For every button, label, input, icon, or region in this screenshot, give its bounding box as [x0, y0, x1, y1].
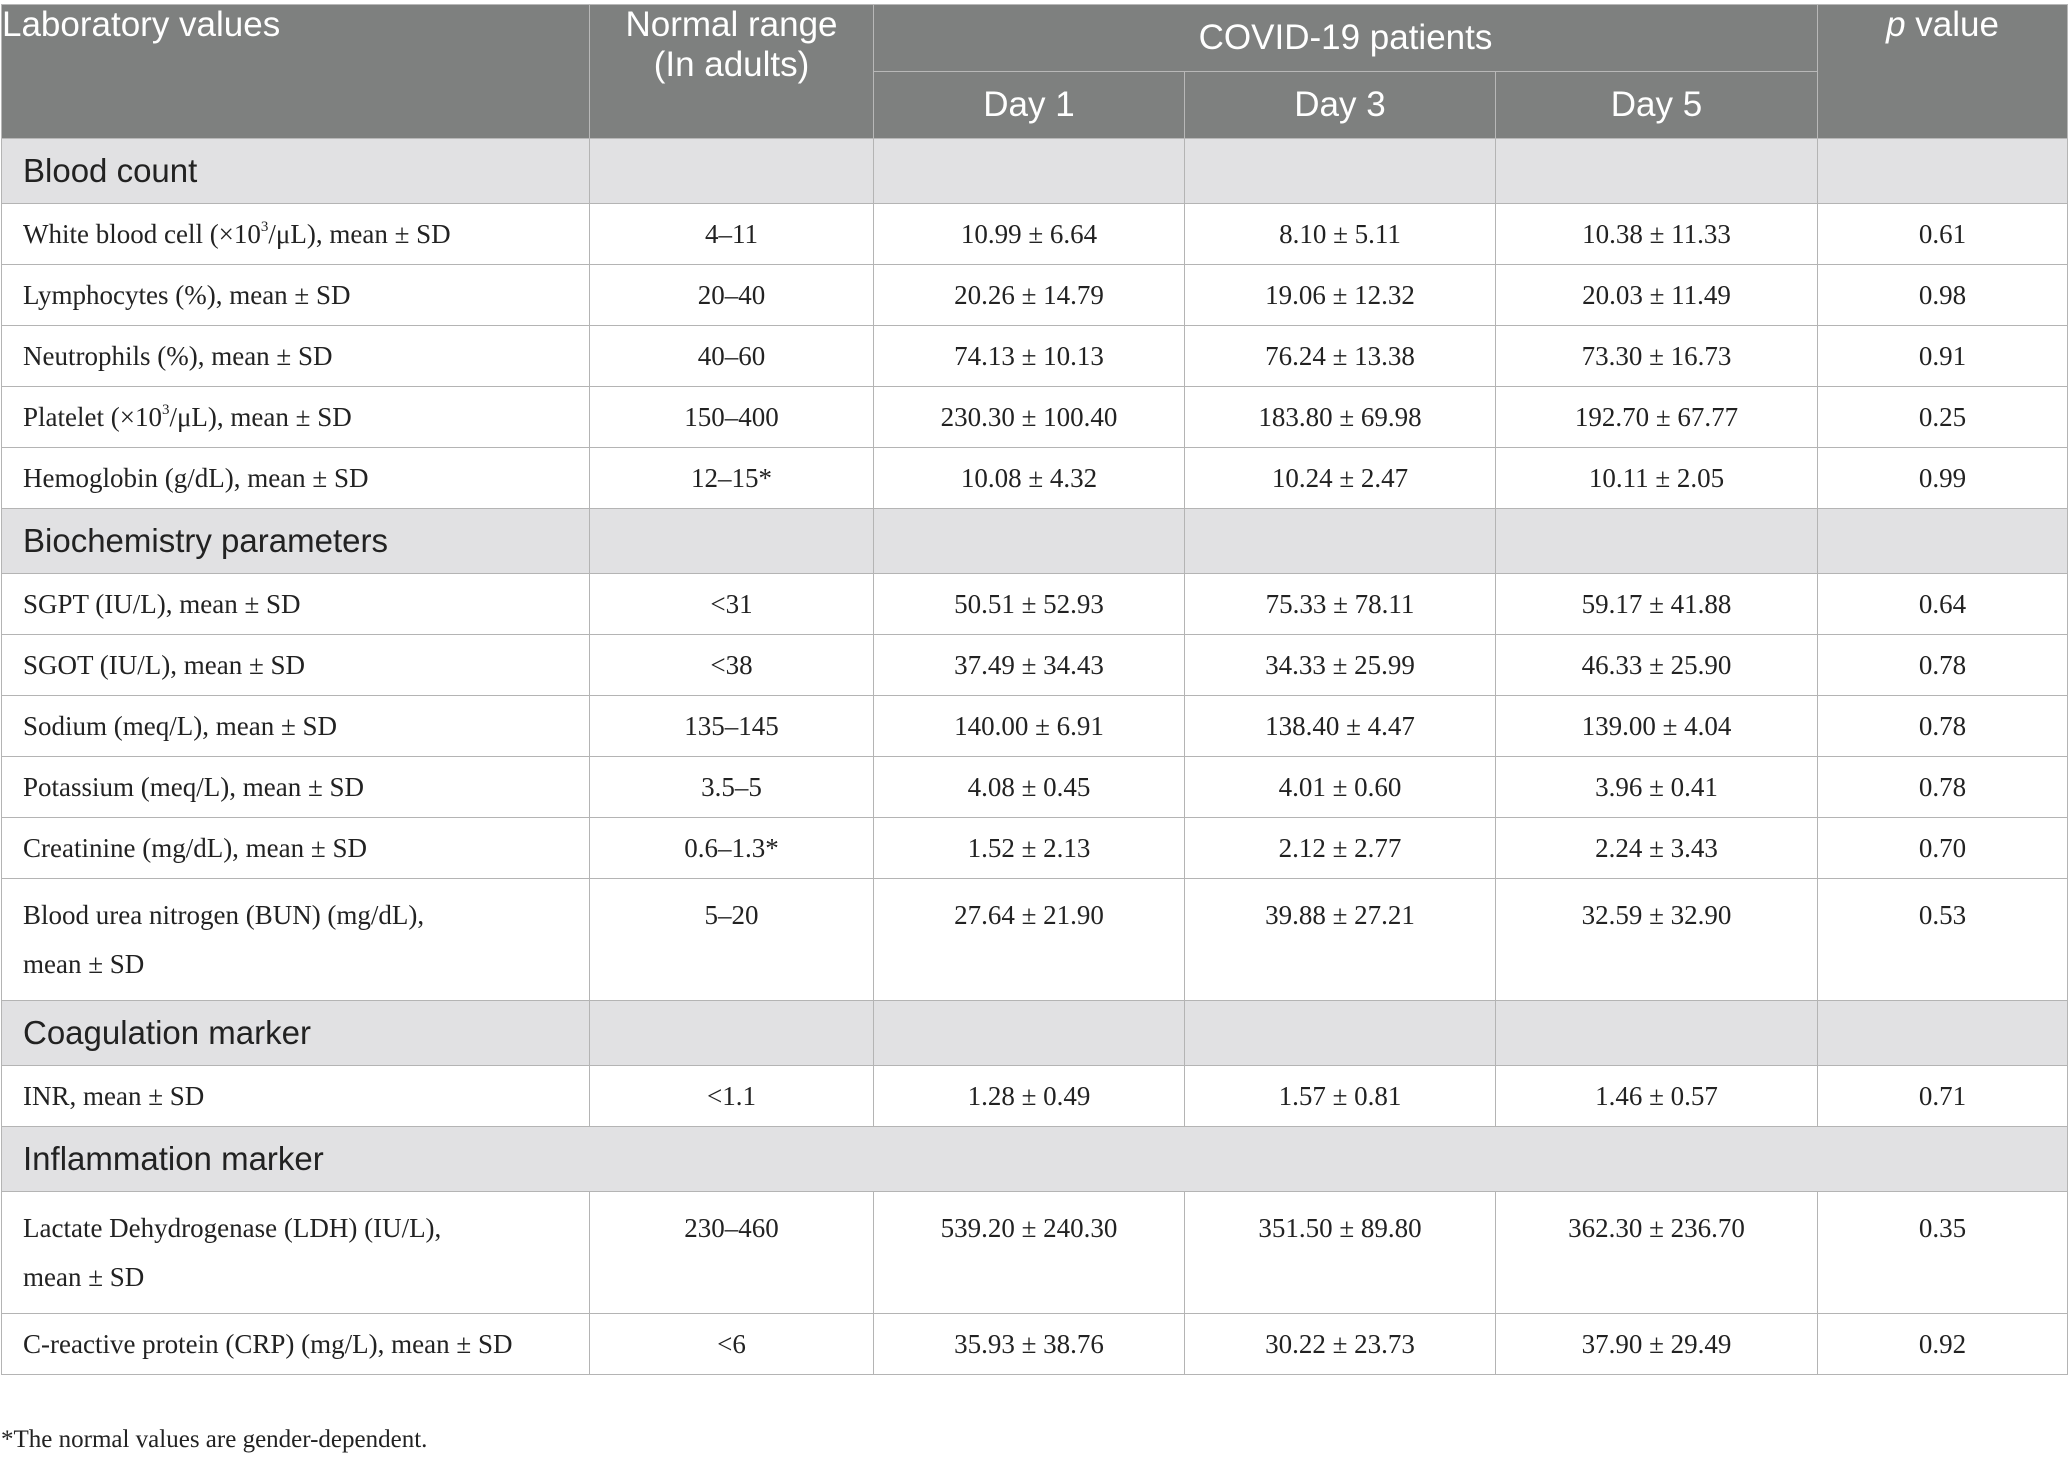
cell-normal: 4–11: [590, 204, 874, 265]
row-label-suffix: /μL), mean ± SD: [169, 401, 352, 432]
cell-normal: <31: [590, 574, 874, 635]
table-row: [2, 757, 2068, 818]
section-empty-cell: [1496, 1001, 1818, 1066]
row-label-text: Potassium (meq/L), mean ± SD: [23, 771, 365, 802]
section-title: Blood count: [2, 139, 590, 204]
row-label-text: Hemoglobin (g/dL), mean ± SD: [23, 462, 369, 493]
cell-day5: 10.11 ± 2.05: [1496, 448, 1818, 509]
footnote: *The normal values are gender-dependent.: [1, 1426, 428, 1453]
cell-normal: 0.6–1.3*: [590, 818, 874, 879]
row-label: [2, 635, 590, 696]
cell-p: 0.91: [1818, 326, 2068, 387]
section-empty-cell: [874, 1001, 1185, 1066]
row-label: [2, 757, 590, 818]
cell-day1: 74.13 ± 10.13: [874, 326, 1185, 387]
section-row: [2, 1127, 2068, 1192]
header-normal-range-line1: Normal range: [625, 5, 838, 44]
section-row: [2, 139, 2068, 204]
row-label-line2: mean ± SD: [23, 949, 145, 979]
cell-day3: 19.06 ± 12.32: [1185, 265, 1496, 326]
cell-normal: 135–145: [590, 696, 874, 757]
section-empty-cell: [1185, 139, 1496, 204]
section-row: [2, 1001, 2068, 1066]
cell-day3: 183.80 ± 69.98: [1185, 387, 1496, 448]
cell-normal: 150–400: [590, 387, 874, 448]
row-label-text: Sodium (meq/L), mean ± SD: [23, 710, 338, 741]
cell-p: 0.92: [1818, 1314, 2068, 1375]
row-label-text: Platelet (×10: [23, 401, 162, 432]
cell-p: 0.70: [1818, 818, 2068, 879]
row-label-text: Creatinine (mg/dL), mean ± SD: [23, 832, 367, 863]
cell-p: 0.64: [1818, 574, 2068, 635]
table-row: [2, 879, 2068, 1001]
section-empty-cell: [1185, 1001, 1496, 1066]
row-label: [2, 448, 590, 509]
cell-day1: 539.20 ± 240.30: [874, 1192, 1185, 1314]
cell-day1: 35.93 ± 38.76: [874, 1314, 1185, 1375]
table-row: [2, 265, 2068, 326]
cell-day5: 10.38 ± 11.33: [1496, 204, 1818, 265]
cell-day5: 3.96 ± 0.41: [1496, 757, 1818, 818]
row-label: [2, 1192, 590, 1314]
row-label-text: Lymphocytes (%), mean ± SD: [23, 279, 351, 310]
row-label-superscript: 3: [161, 401, 170, 418]
header-normal-range-line2: (In adults): [653, 45, 810, 84]
table-header: [2, 5, 2068, 139]
cell-day1: 140.00 ± 6.91: [874, 696, 1185, 757]
table-row: [2, 574, 2068, 635]
row-label-text: White blood cell (×10: [23, 218, 261, 249]
cell-p: 0.25: [1818, 387, 2068, 448]
cell-day5: 73.30 ± 16.73: [1496, 326, 1818, 387]
cell-p: 0.35: [1818, 1192, 2068, 1314]
cell-day3: 4.01 ± 0.60: [1185, 757, 1496, 818]
cell-normal: 20–40: [590, 265, 874, 326]
cell-day5: 59.17 ± 41.88: [1496, 574, 1818, 635]
header-normal-range: [590, 5, 874, 139]
cell-p: 0.78: [1818, 696, 2068, 757]
cell-day5: 362.30 ± 236.70: [1496, 1192, 1818, 1314]
cell-day1: 20.26 ± 14.79: [874, 265, 1185, 326]
cell-day3: 351.50 ± 89.80: [1185, 1192, 1496, 1314]
cell-day3: 75.33 ± 78.11: [1185, 574, 1496, 635]
table-row: [2, 448, 2068, 509]
section-empty-cell: [590, 509, 874, 574]
section-empty-cell: [1818, 509, 2068, 574]
cell-normal: 5–20: [590, 879, 874, 1001]
row-label-text: INR, mean ± SD: [23, 1080, 205, 1111]
cell-day3: 39.88 ± 27.21: [1185, 879, 1496, 1001]
cell-day1: 37.49 ± 34.43: [874, 635, 1185, 696]
table-body: [2, 139, 2068, 1375]
cell-day5: 46.33 ± 25.90: [1496, 635, 1818, 696]
row-label: [2, 879, 590, 1001]
row-label: [2, 1066, 590, 1127]
row-label: [2, 326, 590, 387]
cell-p: 0.78: [1818, 635, 2068, 696]
section-title: Inflammation marker: [2, 1127, 2068, 1192]
header-covid-patients: COVID-19 patients: [874, 5, 1818, 72]
cell-day1: 50.51 ± 52.93: [874, 574, 1185, 635]
cell-day1: 10.99 ± 6.64: [874, 204, 1185, 265]
section-title: Biochemistry parameters: [2, 509, 590, 574]
section-empty-cell: [1496, 139, 1818, 204]
table-row: [2, 204, 2068, 265]
header-laboratory-values: Laboratory values: [2, 5, 590, 139]
header-day-3: Day 3: [1185, 72, 1496, 139]
cell-normal: 12–15*: [590, 448, 874, 509]
cell-day5: 2.24 ± 3.43: [1496, 818, 1818, 879]
table-row: [2, 1192, 2068, 1314]
row-label-text: SGPT (IU/L), mean ± SD: [23, 588, 301, 619]
cell-p: 0.61: [1818, 204, 2068, 265]
cell-day1: 1.28 ± 0.49: [874, 1066, 1185, 1127]
cell-day1: 10.08 ± 4.32: [874, 448, 1185, 509]
cell-day3: 10.24 ± 2.47: [1185, 448, 1496, 509]
section-empty-cell: [590, 1001, 874, 1066]
table-row: [2, 818, 2068, 879]
row-label-text: Neutrophils (%), mean ± SD: [23, 340, 333, 371]
section-empty-cell: [1496, 509, 1818, 574]
section-empty-cell: [874, 139, 1185, 204]
cell-day3: 8.10 ± 5.11: [1185, 204, 1496, 265]
cell-day3: 2.12 ± 2.77: [1185, 818, 1496, 879]
header-p-rest: value: [1905, 5, 1999, 44]
cell-normal: 3.5–5: [590, 757, 874, 818]
cell-p: 0.71: [1818, 1066, 2068, 1127]
section-row: [2, 509, 2068, 574]
section-empty-cell: [590, 139, 874, 204]
section-empty-cell: [1185, 509, 1496, 574]
cell-day5: 20.03 ± 11.49: [1496, 265, 1818, 326]
cell-day5: 32.59 ± 32.90: [1496, 879, 1818, 1001]
row-label: [2, 204, 590, 265]
row-label-suffix: /μL), mean ± SD: [268, 218, 451, 249]
cell-normal: <38: [590, 635, 874, 696]
cell-p: 0.98: [1818, 265, 2068, 326]
cell-day1: 4.08 ± 0.45: [874, 757, 1185, 818]
section-empty-cell: [1818, 139, 2068, 204]
header-day-1: Day 1: [874, 72, 1185, 139]
section-empty-cell: [1818, 1001, 2068, 1066]
cell-day5: 1.46 ± 0.57: [1496, 1066, 1818, 1127]
table-row: [2, 1066, 2068, 1127]
row-label: [2, 387, 590, 448]
cell-p: 0.99: [1818, 448, 2068, 509]
cell-p: 0.78: [1818, 757, 2068, 818]
cell-day3: 30.22 ± 23.73: [1185, 1314, 1496, 1375]
table-row: [2, 326, 2068, 387]
cell-day3: 76.24 ± 13.38: [1185, 326, 1496, 387]
row-label: [2, 265, 590, 326]
row-label: [2, 1314, 590, 1375]
cell-normal: <1.1: [590, 1066, 874, 1127]
cell-day5: 192.70 ± 67.77: [1496, 387, 1818, 448]
header-p-value: [1818, 5, 2068, 139]
row-label-text: C-reactive protein (CRP) (mg/L), mean ± SD: [23, 1328, 513, 1359]
cell-normal: 230–460: [590, 1192, 874, 1314]
cell-normal: <6: [590, 1314, 874, 1375]
cell-day3: 34.33 ± 25.99: [1185, 635, 1496, 696]
section-empty-cell: [874, 509, 1185, 574]
header-day-5: Day 5: [1496, 72, 1818, 139]
cell-day5: 139.00 ± 4.04: [1496, 696, 1818, 757]
row-label-text: Lactate Dehydrogenase (LDH) (IU/L),: [23, 1213, 442, 1243]
table-row: [2, 696, 2068, 757]
section-title: Coagulation marker: [2, 1001, 590, 1066]
table-row: [2, 387, 2068, 448]
cell-day1: 1.52 ± 2.13: [874, 818, 1185, 879]
cell-day1: 230.30 ± 100.40: [874, 387, 1185, 448]
cell-p: 0.53: [1818, 879, 2068, 1001]
cell-day3: 138.40 ± 4.47: [1185, 696, 1496, 757]
cell-normal: 40–60: [590, 326, 874, 387]
table-row: [2, 635, 2068, 696]
row-label-line2: mean ± SD: [23, 1262, 145, 1292]
row-label-text: Blood urea nitrogen (BUN) (mg/dL),: [23, 900, 425, 930]
row-label-superscript: 3: [260, 218, 269, 235]
row-label: [2, 574, 590, 635]
header-p-italic: p: [1886, 5, 1906, 44]
row-label: [2, 818, 590, 879]
cell-day3: 1.57 ± 0.81: [1185, 1066, 1496, 1127]
lab-values-table: [1, 4, 2068, 1375]
row-label-text: SGOT (IU/L), mean ± SD: [23, 649, 306, 680]
cell-day1: 27.64 ± 21.90: [874, 879, 1185, 1001]
table-row: [2, 1314, 2068, 1375]
row-label: [2, 696, 590, 757]
cell-day5: 37.90 ± 29.49: [1496, 1314, 1818, 1375]
